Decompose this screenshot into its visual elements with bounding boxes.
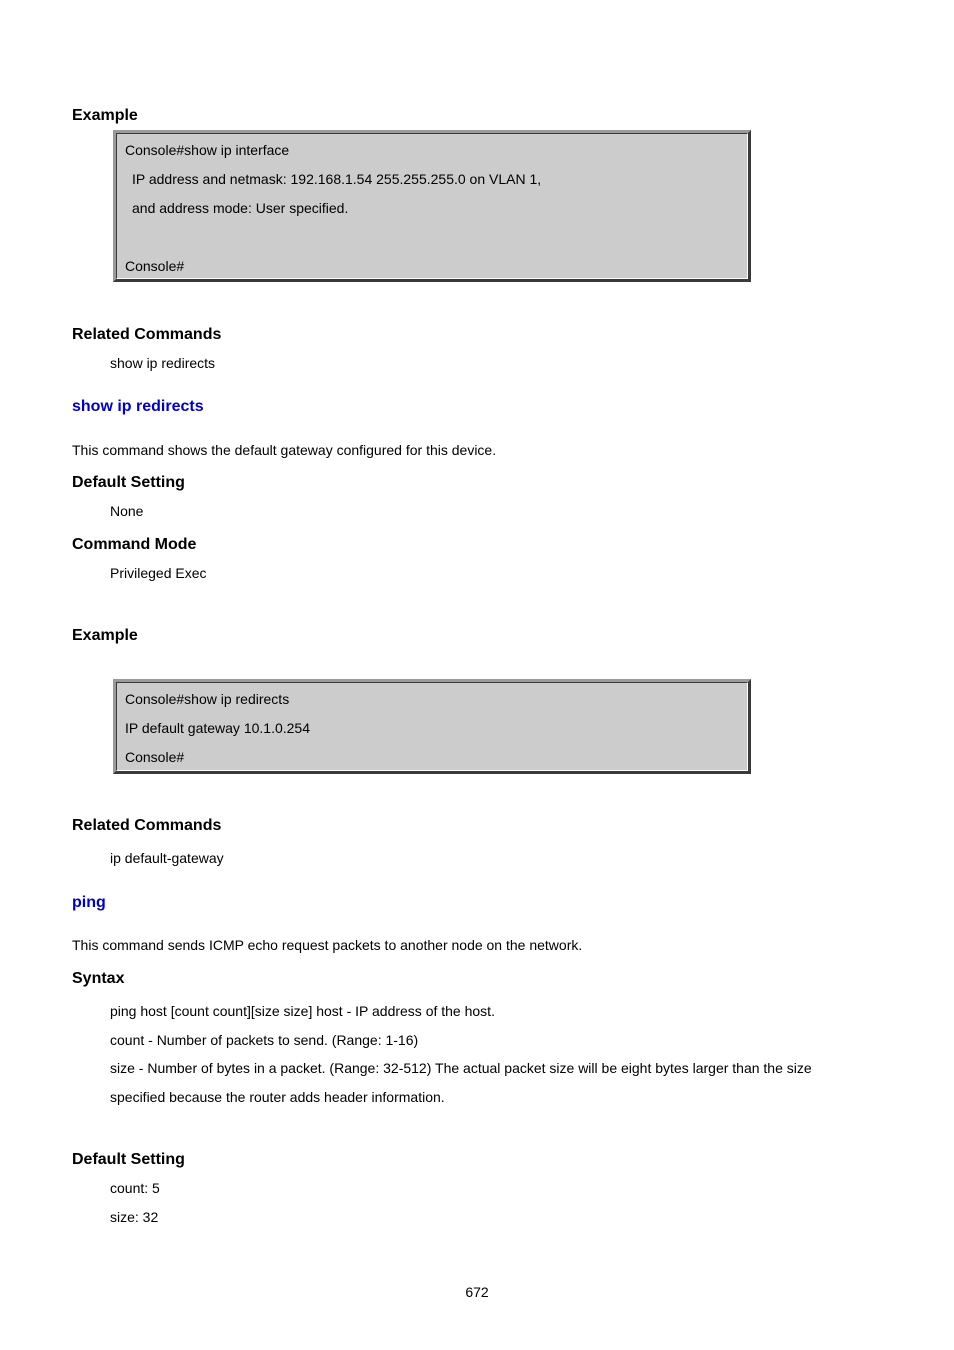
syntax-line: count - Number of packets to send. (Range: 1-16) [110, 1032, 419, 1048]
syntax-line: size - Number of bytes in a packet. (Range: 32-512) The actual packet size will be eight bytes larger than the size [110, 1060, 812, 1076]
related-commands-heading: Related Commands [72, 817, 222, 834]
command-description: This command shows the default gateway configured for this device. [72, 442, 497, 458]
console-line: IP address and netmask: 192.168.1.54 255.255.255.0 on VLAN 1, [132, 171, 542, 187]
syntax-heading: Syntax [72, 970, 125, 987]
console-line: Console# [125, 258, 185, 274]
console-line: IP default gateway 10.1.0.254 [125, 720, 310, 736]
default-setting-heading: Default Setting [72, 1151, 185, 1168]
default-setting-heading: Default Setting [72, 474, 185, 491]
console-line: Console# [125, 749, 185, 765]
related-command-item: show ip redirects [110, 355, 216, 371]
related-command-item: ip default-gateway [110, 850, 224, 866]
console-line: Console#show ip redirects [125, 691, 290, 707]
default-setting-value: size: 32 [110, 1209, 159, 1225]
example-heading: Example [72, 107, 138, 124]
page-number: 672 [465, 1284, 489, 1300]
related-commands-heading: Related Commands [72, 326, 222, 343]
command-mode-value: Privileged Exec [110, 565, 207, 581]
default-setting-value: count: 5 [110, 1180, 160, 1196]
default-setting-value: None [110, 503, 144, 519]
syntax-line: ping host [count count][size size] host - IP address of the host. [110, 1003, 495, 1019]
console-example-box [113, 130, 751, 282]
command-description: This command sends ICMP echo request packets to another node on the network. [72, 937, 583, 953]
syntax-line: specified because the router adds header information. [110, 1089, 445, 1105]
console-line: and address mode: User specified. [132, 200, 349, 216]
command-mode-heading: Command Mode [72, 536, 197, 553]
command-title-link[interactable]: show ip redirects [72, 398, 204, 415]
console-example-box [113, 679, 751, 774]
console-line: Console#show ip interface [125, 142, 290, 158]
example-heading: Example [72, 627, 138, 644]
command-title-link[interactable]: ping [72, 894, 106, 911]
